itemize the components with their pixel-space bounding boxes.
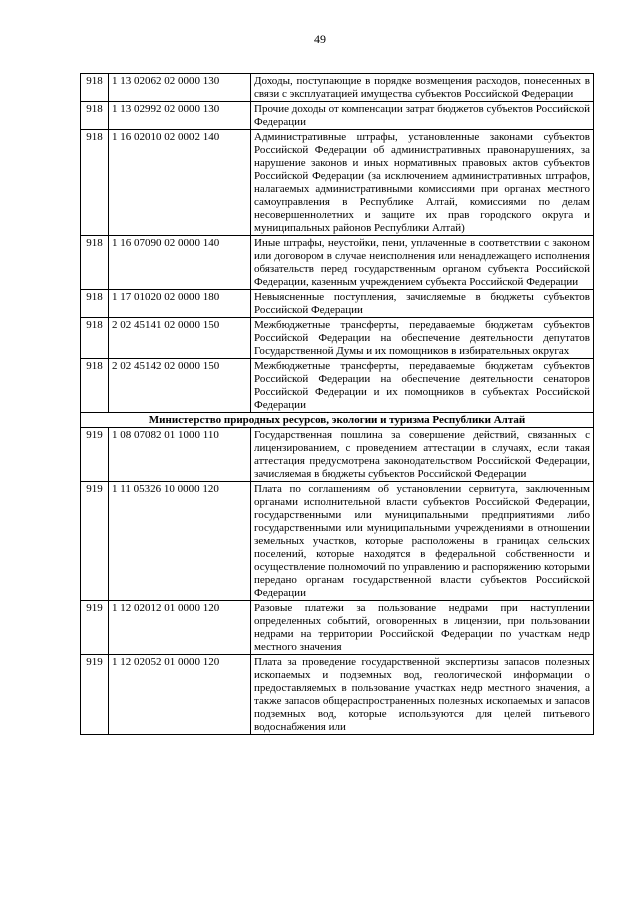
budget-code-cell: 1 12 02052 01 0000 120 — [109, 655, 251, 735]
budget-code-cell: 2 02 45142 02 0000 150 — [109, 359, 251, 413]
table-row — [81, 428, 594, 482]
admin-code-cell: 918 — [81, 236, 109, 290]
admin-code-cell: 918 — [81, 359, 109, 413]
admin-code-cell: 918 — [81, 290, 109, 318]
table-row — [81, 655, 594, 735]
table-row — [81, 290, 594, 318]
table-body — [81, 74, 594, 735]
description-cell: Разовые платежи за пользование недрами при наступлении определенных событий, оговоренных в лицензии, при пользовании недрами на территории Российской Федерации по участкам недр местного значения — [251, 601, 594, 655]
description-cell: Межбюджетные трансферты, передаваемые бюджетам субъектов Российской Федерации на обеспечение деятельности сенаторов Российской Федерации и их помощников в субъектах Российской Федерации — [251, 359, 594, 413]
description-cell: Невыясненные поступления, зачисляемые в бюджеты субъектов Российской Федерации — [251, 290, 594, 318]
admin-code-cell: 918 — [81, 130, 109, 236]
table-row — [81, 482, 594, 601]
admin-code-cell: 918 — [81, 74, 109, 102]
budget-code-cell: 1 17 01020 02 0000 180 — [109, 290, 251, 318]
description-cell: Межбюджетные трансферты, передаваемые бюджетам субъектов Российской Федерации на обеспечение деятельности депутатов Государственной Думы и их помощников в избирательных округах — [251, 318, 594, 359]
page-number: 49 — [314, 32, 326, 46]
table-row — [81, 318, 594, 359]
admin-code-cell: 919 — [81, 601, 109, 655]
description-cell: Иные штрафы, неустойки, пени, уплаченные в соответствии с законом или договором в случае неисполнения или ненадлежащего исполнения обязательств перед государственным органом субъекта Российской Федерации, казенным учреждением субъекта Российской Федерации — [251, 236, 594, 290]
admin-code-cell: 918 — [81, 318, 109, 359]
admin-code-cell: 919 — [81, 655, 109, 735]
budget-code-cell: 1 13 02062 02 0000 130 — [109, 74, 251, 102]
admin-code-cell: 918 — [81, 102, 109, 130]
table-row — [81, 130, 594, 236]
budget-code-cell: 1 13 02992 02 0000 130 — [109, 102, 251, 130]
table-row — [81, 236, 594, 290]
budget-code-cell: 2 02 45141 02 0000 150 — [109, 318, 251, 359]
table-row — [81, 74, 594, 102]
revenue-codes-table — [80, 73, 594, 735]
table-row — [81, 359, 594, 413]
budget-code-cell: 1 16 02010 02 0002 140 — [109, 130, 251, 236]
section-header-row — [81, 413, 594, 428]
budget-code-cell: 1 08 07082 01 1000 110 — [109, 428, 251, 482]
description-cell: Доходы, поступающие в порядке возмещения расходов, понесенных в связи с эксплуатацией имущества субъектов Российской Федерации — [251, 74, 594, 102]
description-cell: Плата по соглашениям об установлении сервитута, заключенным органами исполнительной власти субъектов Российской Федерации, государственными или муниципальными предприятиями либо государственными или муниципальными учреждениями в отношении земельных участков, которые расположены в границах сельских поселений, которые находятся в федеральной собственности и осуществление полномочий по управлению и распоряжению которыми передано органам государственной власти субъектов Российской Федерации — [251, 482, 594, 601]
description-cell: Административные штрафы, установленные законами субъектов Российской Федерации об административных правонарушениях, за нарушение законов и иных нормативных правовых актов субъектов Российской Федерации (за исключением административных штрафов, налагаемых административными комиссиями при органах местного самоуправления в Республике Алтай, комиссиями по делам несовершеннолетних и защите их прав городского округа и муниципальных районов Республики Алтай) — [251, 130, 594, 236]
budget-code-cell: 1 12 02012 01 0000 120 — [109, 601, 251, 655]
budget-code-cell: 1 16 07090 02 0000 140 — [109, 236, 251, 290]
admin-code-cell: 919 — [81, 428, 109, 482]
description-cell: Прочие доходы от компенсации затрат бюджетов субъектов Российской Федерации — [251, 102, 594, 130]
description-cell: Государственная пошлина за совершение действий, связанных с лицензированием, с проведением аттестации в случаях, если такая аттестация предусмотрена законодательством Российской Федерации, зачисляемая в бюджеты субъектов Российской Федерации — [251, 428, 594, 482]
admin-code-cell: 919 — [81, 482, 109, 601]
table-row — [81, 601, 594, 655]
table-row — [81, 102, 594, 130]
section-title: Министерство природных ресурсов, экологии и туризма Республики Алтай — [81, 413, 594, 428]
budget-code-cell: 1 11 05326 10 0000 120 — [109, 482, 251, 601]
description-cell: Плата за проведение государственной экспертизы запасов полезных ископаемых и подземных вод, геологической информации о предоставляемых в пользование участках недр местного значения, а также запасов общераспространенных полезных ископаемых и запасов подземных вод, которые используются для целей питьевого водоснабжения или — [251, 655, 594, 735]
